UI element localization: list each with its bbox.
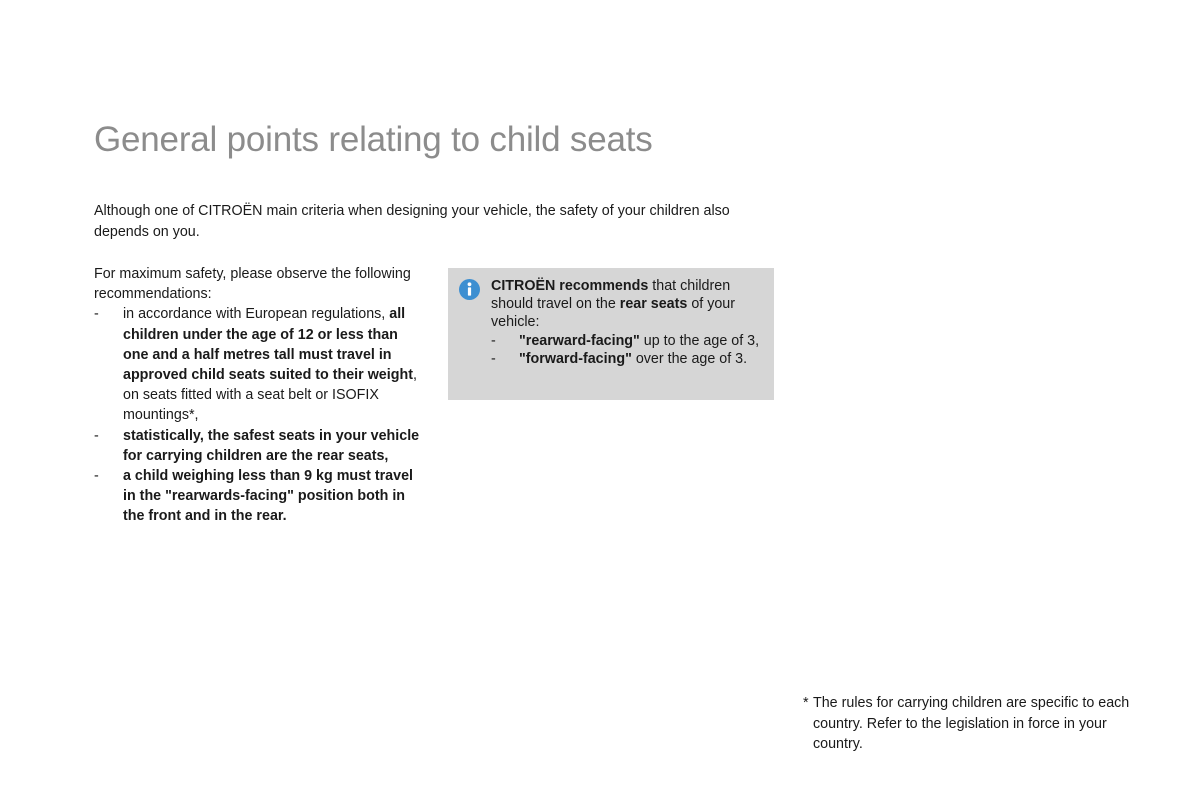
- list-item: [491, 332, 762, 350]
- item-text: , on seats fitted with a seat belt or ISOFIX mountings*,: [123, 367, 417, 424]
- recommendations-section: [94, 264, 424, 527]
- item-text: over the age of 3.: [631, 350, 748, 367]
- info-text: that children should travel on the: [491, 278, 731, 313]
- info-bold-text: CITROËN recommends: [491, 278, 649, 294]
- info-icon: [459, 279, 480, 300]
- item-bold-text: "forward-facing": [519, 350, 632, 367]
- list-dash: -: [94, 306, 99, 323]
- item-text: up to the age of 3,: [639, 332, 760, 349]
- list-dash: -: [491, 332, 496, 349]
- item-bold-text: all children under the age of 12 or less than one and a half metres tall must travel in approved child seats suited to their weight: [123, 306, 413, 384]
- list-item: [491, 350, 762, 368]
- info-box-text: [491, 277, 762, 332]
- item-bold-text: statistically, the safest seats in your vehicle for carrying children are the rear seats,: [123, 427, 420, 464]
- info-box: [448, 268, 774, 400]
- recommendations-lead: For maximum safety, please observe the following recommendations:: [94, 266, 411, 303]
- item-bold-text: "rearward-facing": [519, 332, 640, 349]
- footnote-text: The rules for carrying children are specific to each country. Refer to the legislation in force in your country.: [813, 695, 1130, 752]
- list-dash: -: [94, 468, 99, 485]
- list-item: [94, 466, 424, 527]
- list-item: [94, 304, 424, 425]
- footnote-marker: *: [803, 695, 809, 711]
- item-bold-text: a child weighing less than 9 kg must travel in the "rearwards-facing" position both in the front and in the rear.: [123, 468, 413, 525]
- list-item: [94, 426, 424, 466]
- info-text: of your vehicle:: [491, 296, 736, 331]
- info-box-list: [491, 332, 762, 368]
- list-dash: -: [491, 350, 496, 367]
- item-text: in accordance with European regulations,: [123, 306, 390, 323]
- list-dash: -: [94, 427, 99, 444]
- info-bold-text: rear seats: [619, 296, 688, 313]
- page-title: General points relating to child seats: [94, 120, 653, 159]
- intro-paragraph: Although one of CITROËN main criteria when designing your vehicle, the safety of your children also depends on you.: [94, 203, 730, 240]
- footnote: [803, 693, 1133, 755]
- recommendations-list: [94, 304, 424, 526]
